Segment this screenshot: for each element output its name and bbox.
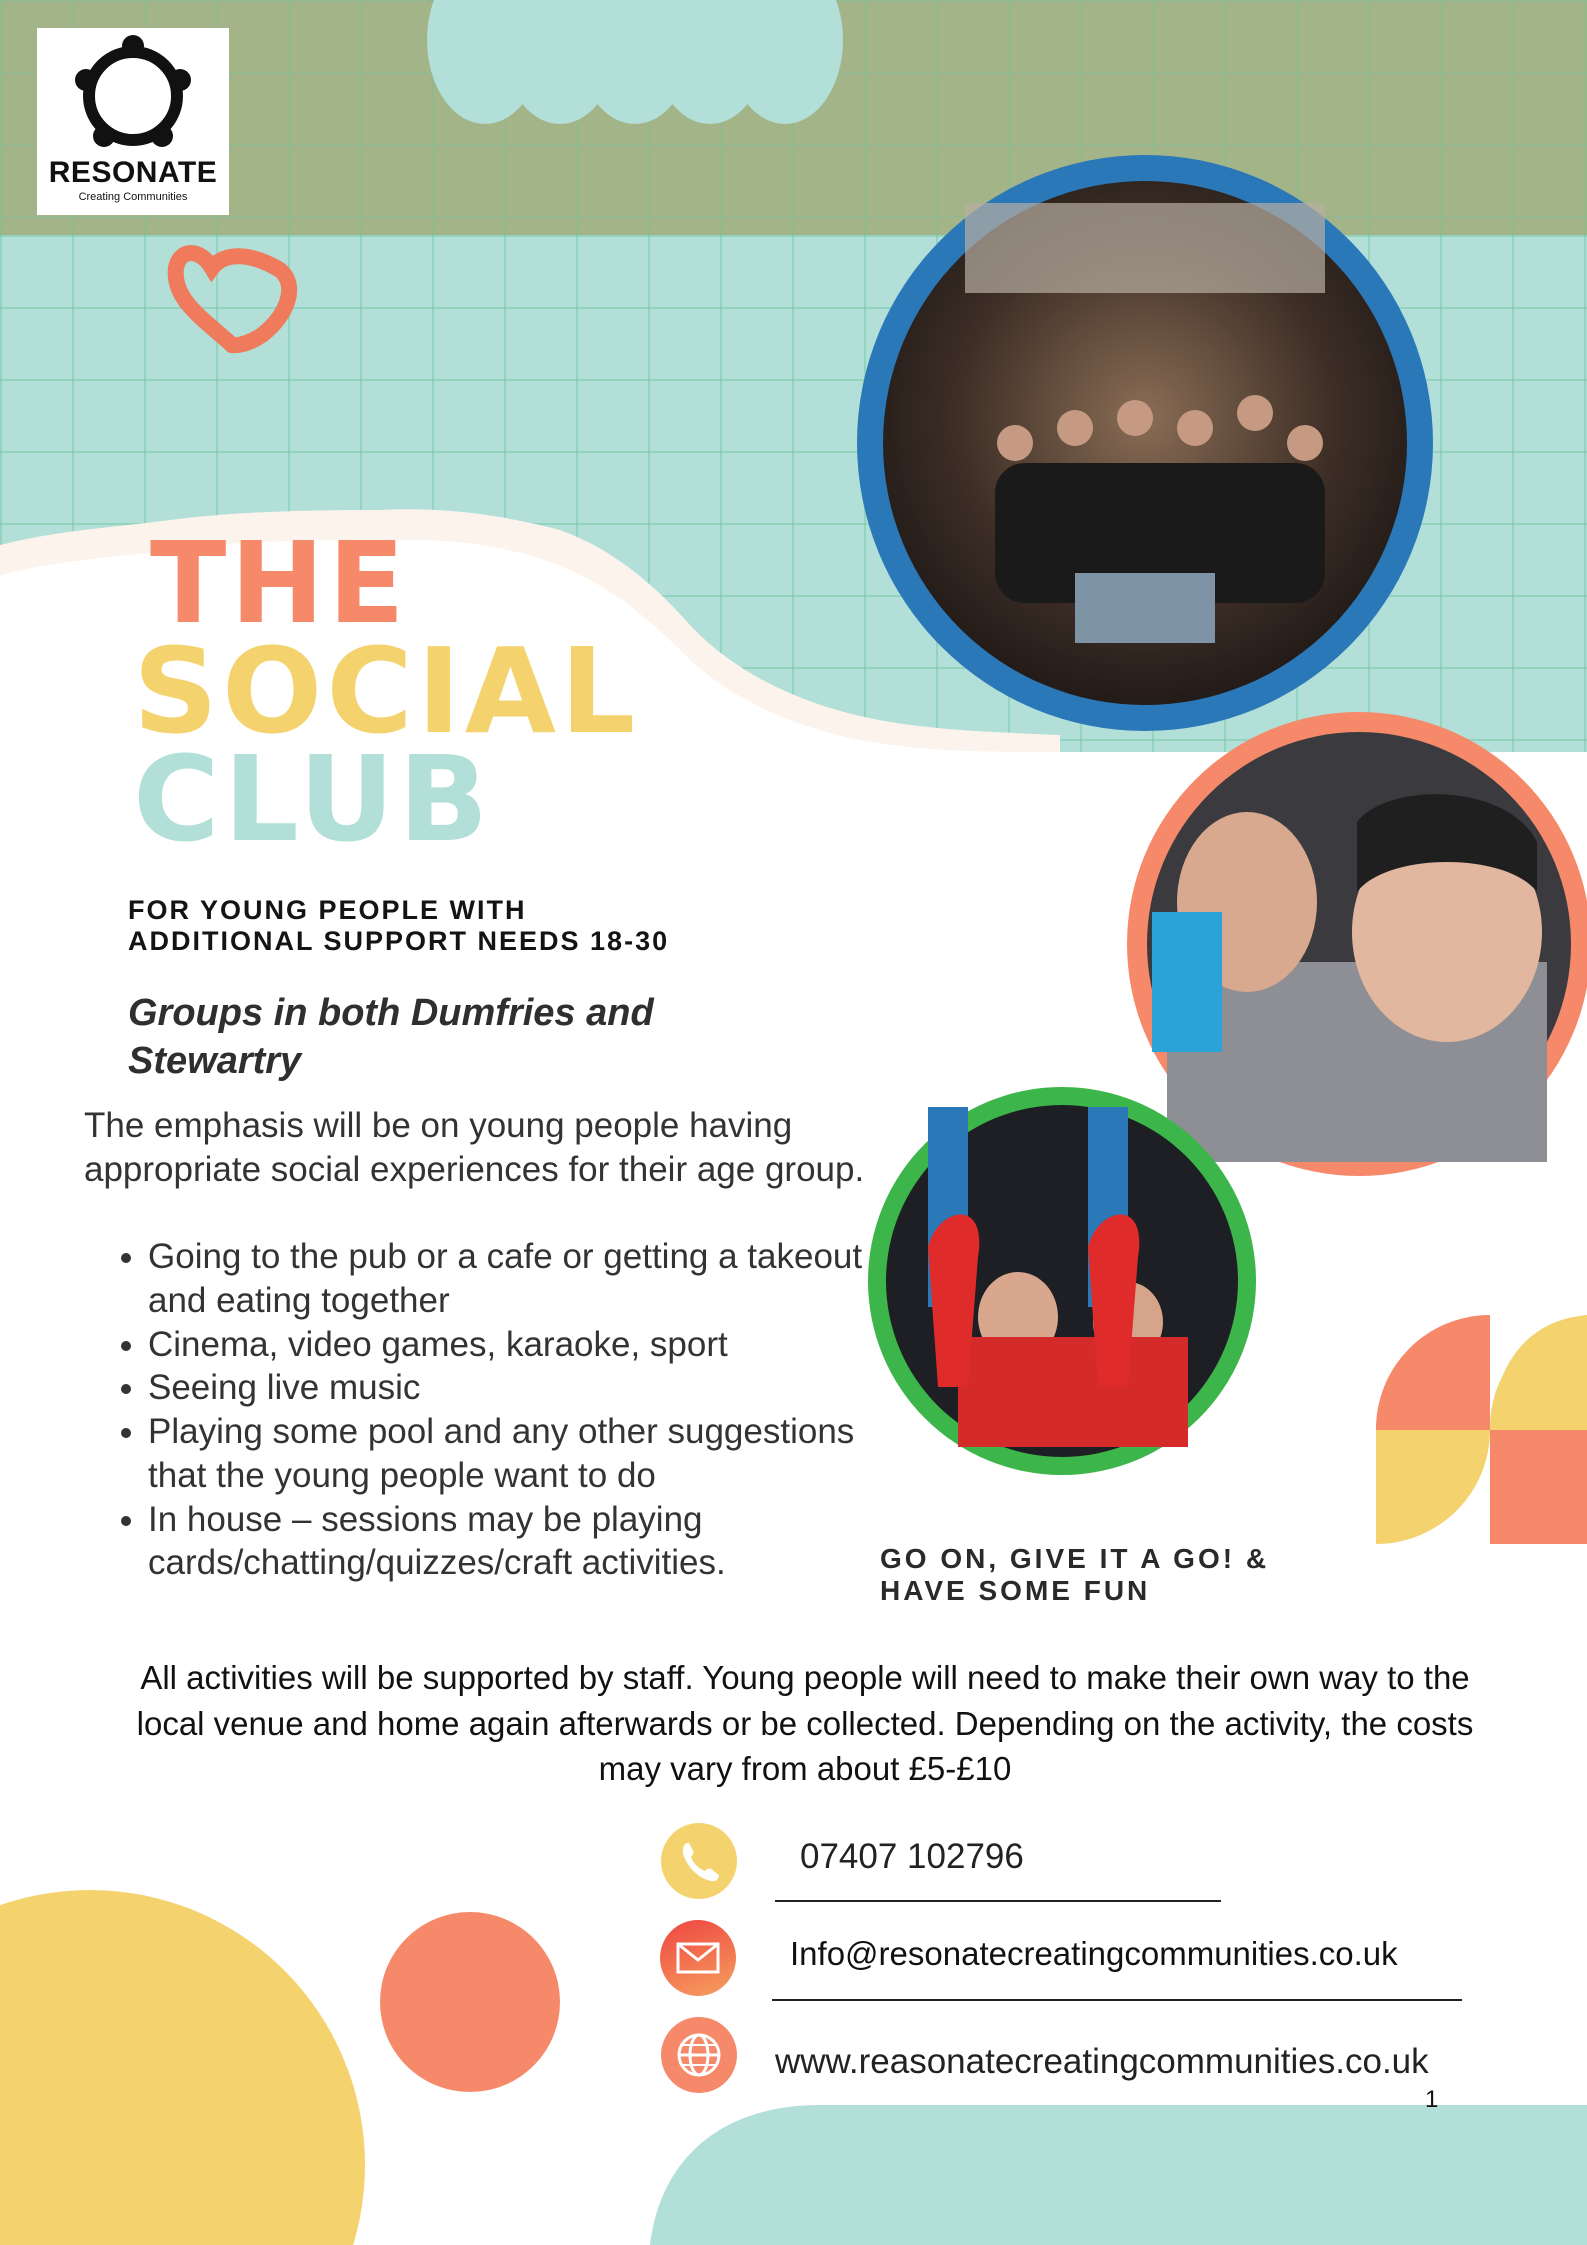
- rollercoaster-photo: [868, 1087, 1256, 1475]
- groups-location-heading: [128, 990, 748, 1085]
- support-notice: All activities will be supported by staff. Young people will need to make their own way to the local venue and home again afterwards or be collected. Depending on the activity, the costs may vary from about £5-£10: [136, 1659, 1474, 1788]
- website-link[interactable]: www.reasonatecreatingcommunities.co.uk: [775, 2042, 1429, 2081]
- yellow-circle-decoration: [0, 1890, 365, 2245]
- audience-subheading: [128, 895, 669, 957]
- coral-circle-decoration: [380, 1912, 560, 2092]
- group-photo: [845, 143, 1445, 743]
- email-link[interactable]: Info@resonatecreatingcommunities.co.uk: [790, 1935, 1398, 1972]
- quarter-circle-decoration: [1376, 1315, 1587, 1544]
- intro-paragraph: The emphasis will be on young people having appropriate social experiences for their age group.: [84, 1106, 865, 1189]
- list-item: • Seeing live music: [148, 1366, 908, 1410]
- resonate-logo: [37, 28, 229, 215]
- teal-wave-decoration: [650, 2105, 1587, 2245]
- heart-icon: [176, 253, 289, 345]
- divider: [772, 1999, 1462, 2001]
- title-club: CLUB: [133, 730, 493, 868]
- groups-line-2: Stewartry: [128, 1039, 302, 1082]
- activities-list: [108, 1235, 908, 1585]
- logo-name: RESONATE: [48, 156, 218, 189]
- subheading-line-2: ADDITIONAL SUPPORT NEEDS 18-30: [128, 926, 670, 957]
- title-the: THE: [150, 519, 409, 649]
- page-number: 1: [1425, 2086, 1439, 2113]
- call-to-action: [880, 1543, 1269, 1607]
- divider: [775, 1900, 1221, 1902]
- subheading-line-1: FOR YOUNG PEOPLE WITH: [128, 895, 527, 925]
- envelope-icon: [660, 1920, 736, 1996]
- groups-line-1: Groups in both Dumfries and: [128, 992, 654, 1034]
- phone-number[interactable]: 07407 102796: [800, 1837, 1024, 1876]
- logo-tagline: Creating Communities: [78, 191, 188, 203]
- phone-icon: [661, 1823, 737, 1899]
- people-circle-logo-icon: [37, 28, 229, 158]
- list-item: • Going to the pub or a cafe or getting a takeout and eating together: [148, 1235, 908, 1323]
- list-item: • Cinema, video games, karaoke, sport: [148, 1323, 908, 1367]
- cta-line-1: GO ON, GIVE IT A GO! &: [880, 1543, 1270, 1574]
- teal-loops-decoration: [427, 0, 843, 124]
- globe-icon: [661, 2017, 737, 2093]
- cta-line-2: HAVE SOME FUN: [880, 1575, 1151, 1607]
- list-item: • In house – sessions may be playing cards/chatting/quizzes/craft activities.: [148, 1498, 908, 1586]
- list-item: • Playing some pool and any other suggestions that the young people want to do: [148, 1410, 908, 1498]
- title-social: SOCIAL: [133, 622, 640, 760]
